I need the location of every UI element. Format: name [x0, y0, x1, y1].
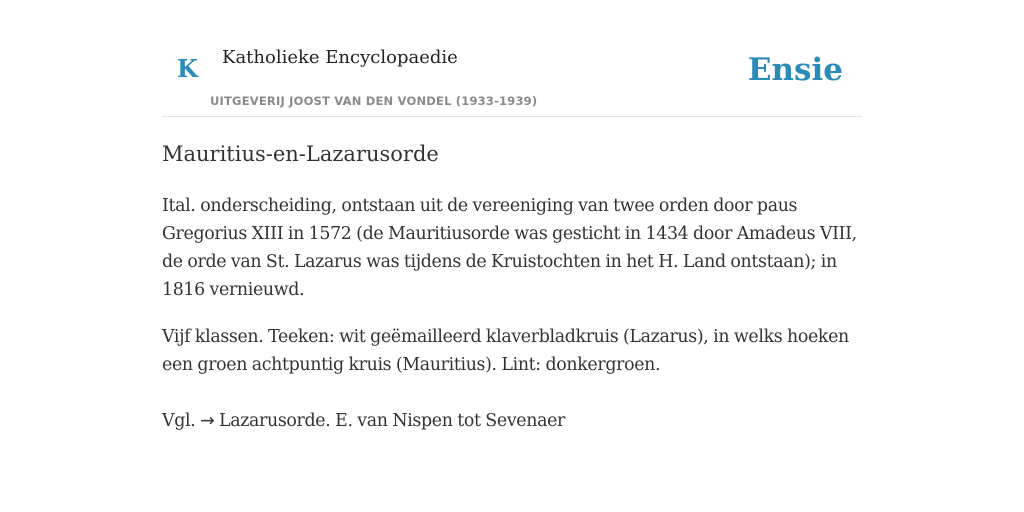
- brand-logo-link[interactable]: Ensie: [747, 52, 843, 88]
- see-also-line: [162, 407, 862, 435]
- see-also-prefix: Vgl.: [162, 411, 196, 431]
- publication-logo[interactable]: K: [177, 54, 198, 83]
- article-author: E. van Nispen tot Sevenaer: [335, 411, 566, 431]
- header: [162, 0, 862, 117]
- article-paragraph: Ital. onderscheiding, ontstaan uit de vereeniging van twee orden door paus Gregorius XIII in 1572 (de Mauritiusorde was gesticht in 1434 door Amadeus VIII, de orde van St. Lazarus was tijdens de Kruistochten in het H. Land ontstaan); in 1816 vernieuwd.: [162, 196, 857, 300]
- article-paragraph: Vijf klassen. Teeken: wit geëmailleerd klaverbladkruis (Lazarus), in welks hoeken een groen achtpuntig kruis (Mauritius). Lint: donkergroen.: [162, 327, 849, 375]
- publication-title[interactable]: Katholieke Encyclopaedie: [222, 47, 458, 68]
- publisher-label: UITGEVERIJ JOOST VAN DEN VONDEL (1933-1939): [210, 94, 538, 108]
- article: [162, 136, 862, 435]
- arrow-right-icon: →: [200, 411, 215, 431]
- article-title: Mauritius-en-Lazarusorde: [162, 142, 439, 166]
- see-also-link[interactable]: Lazarusorde.: [219, 411, 331, 431]
